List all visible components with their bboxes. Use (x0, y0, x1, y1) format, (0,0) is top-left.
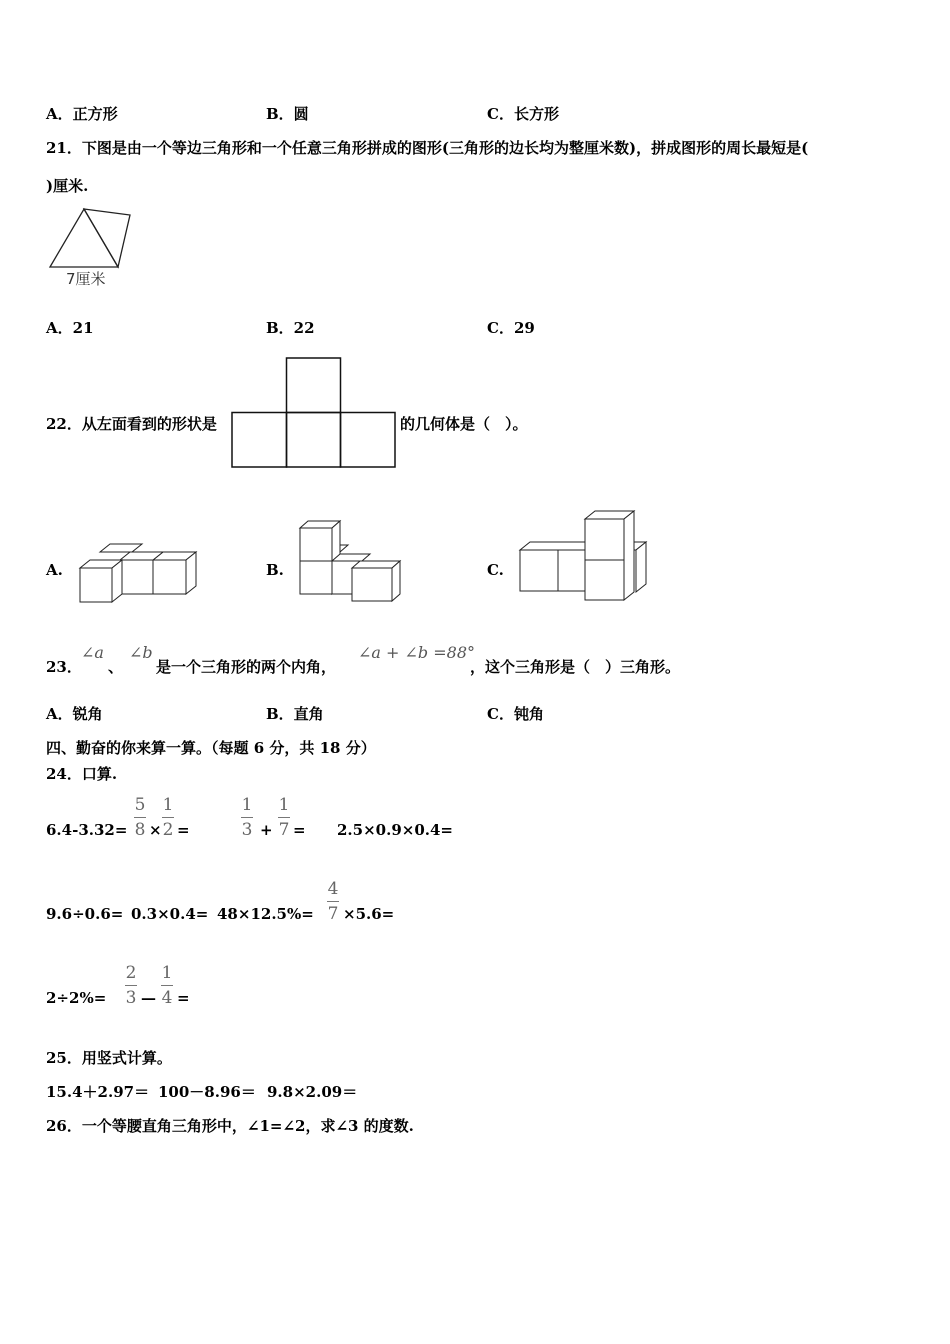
q24-title: 24．口算. (46, 765, 118, 783)
fraction-numerator: 1 (278, 795, 290, 815)
q23-middle-text: 是一个三角形的两个内角， (156, 658, 337, 676)
fraction-numerator: 5 (134, 795, 146, 815)
q24-r2-expr4: ×5.6= (343, 905, 395, 923)
fraction-numerator: 1 (241, 795, 253, 815)
q22-option-c-cubes (518, 510, 650, 604)
q24-r1-fraction4 (278, 795, 290, 840)
q23-angle-b: ∠b (129, 643, 153, 662)
q24-r1-equals2: = (293, 821, 306, 839)
q24-r1-fraction2 (162, 795, 174, 840)
q25-expr3: 9.8×2.09＝ (267, 1083, 358, 1101)
q24-r3-fraction2 (161, 963, 173, 1008)
q24-r1-plus: + (260, 821, 273, 839)
q20-option-b: B．圆 (266, 105, 309, 123)
section-heading: 四、勤奋的你来算一算。（每题 6 分，共 18 分） (46, 739, 376, 757)
fraction-numerator: 2 (125, 963, 137, 983)
q25-expr1: 15.4＋2.97＝ (46, 1083, 150, 1101)
fraction-denominator: 3 (241, 820, 253, 840)
fraction-denominator: 7 (327, 904, 339, 924)
q24-r1-fraction3 (241, 795, 253, 840)
q22-option-b-cubes (298, 518, 404, 604)
q21-option-c: C．29 (487, 319, 535, 337)
q20-option-a: A．正方形 (46, 105, 118, 123)
q23-option-a: A．锐角 (46, 705, 103, 723)
q24-r2-expr1: 9.6÷0.6= (46, 905, 124, 923)
q22-question-prefix: 22．从左面看到的形状是 (46, 415, 217, 433)
q24-r1-fraction1 (134, 795, 146, 840)
q23-sum-expression: ∠a + ∠b =88° (358, 643, 476, 662)
q23-option-b: B．直角 (266, 705, 324, 723)
fraction-numerator: 4 (327, 879, 339, 899)
q24-r1-expr3: 2.5×0.9×0.4= (337, 821, 453, 839)
q25-title: 25．用竖式计算。 (46, 1049, 172, 1067)
q23-end-text: ，这个三角形是（ ）三角形。 (470, 658, 681, 676)
fraction-denominator: 4 (161, 988, 173, 1008)
fraction-denominator: 7 (278, 820, 290, 840)
q22-option-a: A. (46, 561, 63, 579)
fraction-denominator: 8 (134, 820, 146, 840)
q22-question-suffix: 的几何体是（ ）。 (400, 415, 528, 433)
q23-angle-a: ∠a (81, 643, 104, 662)
q23-separator: 、 (108, 658, 124, 676)
q21-option-b: B．22 (266, 319, 315, 337)
q22-option-a-cubes (78, 542, 200, 606)
q24-r1-equals1: = (177, 821, 190, 839)
q24-r3-expr1: 2÷2%= (46, 989, 107, 1007)
q24-r2-expr3: 48×12.5%= (217, 905, 314, 923)
fraction-denominator: 3 (125, 988, 137, 1008)
q24-r3-equals: = (177, 989, 190, 1007)
q25-expr2: 100－8.96＝ (158, 1083, 256, 1101)
q22-option-b: B. (266, 561, 284, 579)
q24-r1-expr1: 6.4-3.32= (46, 821, 128, 839)
q22-left-view-figure (231, 357, 397, 469)
fraction-numerator: 1 (161, 963, 173, 983)
q24-r2-fraction (327, 879, 339, 924)
q23-option-c: C．钝角 (487, 705, 544, 723)
fraction-denominator: 2 (162, 820, 174, 840)
q20-option-c: C．长方形 (487, 105, 559, 123)
q21-triangle-figure (46, 205, 136, 270)
q24-r3-minus: — (141, 989, 156, 1007)
q21-option-a: A．21 (46, 319, 94, 337)
q21-question-line2: )厘米. (46, 177, 89, 195)
q24-r1-times: × (149, 821, 162, 839)
q24-r3-fraction1 (125, 963, 137, 1008)
q26-question: 26．一个等腰直角三角形中，∠1=∠2，求∠3 的度数. (46, 1117, 414, 1135)
q23-number: 23． (46, 658, 82, 676)
q21-figure-label: 7厘米 (66, 270, 106, 288)
q21-question-line1: 21．下图是由一个等边三角形和一个任意三角形拼成的图形(三角形的边长均为整厘米数)，拼成图形的周长最短是( (46, 139, 809, 157)
q24-r2-expr2: 0.3×0.4= (131, 905, 209, 923)
fraction-numerator: 1 (162, 795, 174, 815)
q22-option-c: C. (487, 561, 504, 579)
